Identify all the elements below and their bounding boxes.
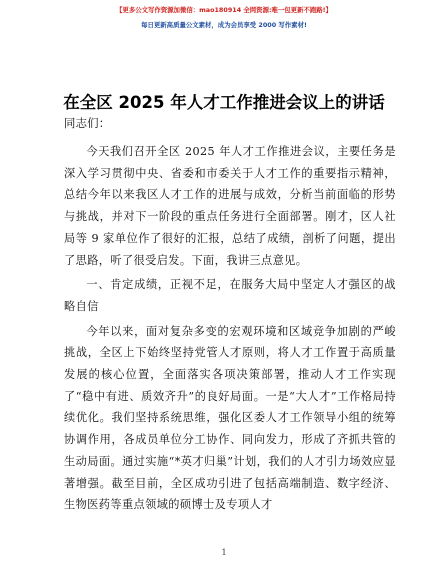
- promo-banner: [0, 6, 448, 30]
- section-heading: 一、肯定成绩，正视不足，在服务大局中坚定人才强区的战略自信: [64, 278, 396, 313]
- body-paragraph: 今年以来，面对复杂多变的宏观环境和区域竞争加剧的严峻挑战，全区上下始终坚持党管人才原则，将人才工作置于高质量发展的核心位置，全面落实各项决策部署，推动人才工作实现了“稳中有进、质效齐升”的良好局面。一是“大人才”工作格局持续优化。我们坚持系统思维，强化区委人才工作领导小组的统筹协调作用，各成员单位分工协作、同向发力，形成了齐抓共管的生动局面。通过实施“*英才归巢”计划，我们的人才引力场效应显著增强。截至目前，全区成功引进了包括高端制造、数字经济、生物医药等重点领域的硕博士及专项人才: [64, 324, 396, 512]
- salutation: 同志们：: [64, 116, 111, 130]
- promo-banner-line-2: 每日更新高质量公文素材，成为会员享受 2000 写作素材!: [141, 21, 307, 29]
- promo-banner-line-1: 【更多公文写作资源加微信：mao180914 全网资源:唯一包更新不跑路!】: [116, 6, 332, 14]
- page-number: 1: [221, 548, 227, 557]
- document-title: 在全区 2025 年人才工作推进会议上的讲话: [63, 93, 385, 112]
- document-body: [64, 110, 396, 519]
- intro-paragraph: 今天我们召开全区 2025 年人才工作推进会议，主要任务是深入学习贯彻中央、省委和市委关于人才工作的重要指示精神，总结今年以来我区人才工作的进展与成效，分析当前面临的形势与挑战，并对下一阶段的重点任务进行全面部署。刚才，区人社局等 9 家单位作了很好的汇报，总结了成绩，剖析了问题，提出了思路，听了很受启发。下面，我讲三点意见。: [64, 145, 396, 267]
